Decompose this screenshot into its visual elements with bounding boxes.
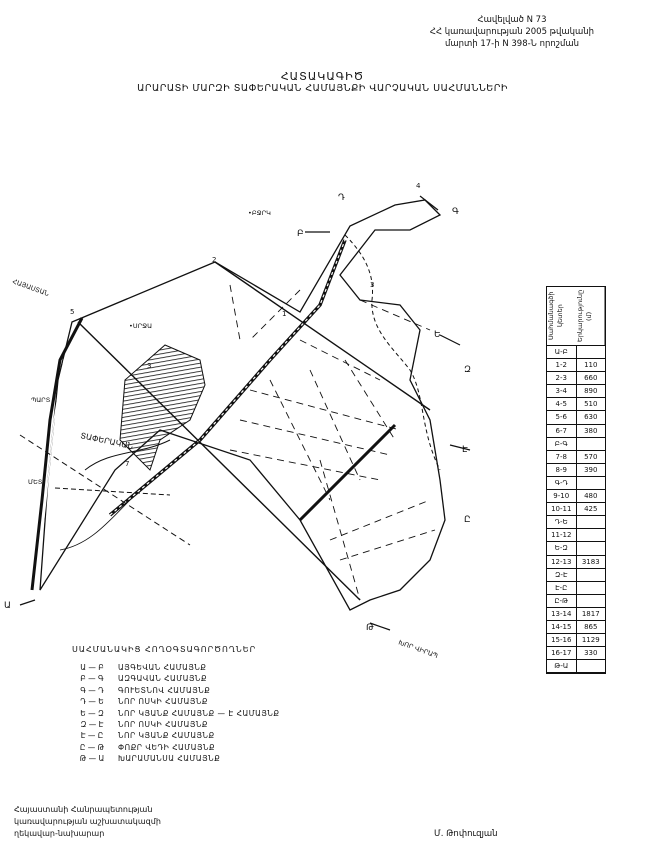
table-header [547, 287, 605, 346]
table-row [547, 464, 605, 477]
compass-ch: Է [462, 445, 468, 455]
table-cell-segment: 6-7 [555, 426, 567, 435]
footer-line3: ղեկավար-նախարար [14, 829, 105, 838]
point-4: 4 [416, 182, 421, 190]
table-cell-segment: 7-8 [555, 452, 567, 461]
compass-b: Բ [297, 229, 304, 239]
table-cell-segment: Ա-Բ [554, 348, 568, 356]
compass-g: Գ [452, 207, 459, 217]
community-boundary [40, 200, 445, 610]
table-cell-length: 660 [576, 372, 606, 384]
neighbor-label-2: ՀԱՅԱՍՏԱՆ [11, 277, 51, 299]
neighbor-label-1: •ԲՋՐԿ [248, 209, 271, 217]
legend-item [66, 742, 366, 753]
table-cell-segment: Ը-Թ [554, 596, 569, 605]
table-cell-length [576, 569, 606, 581]
legend-desc: ՆՈՐ ԿՅԱՆՔ ՀԱՄԱՅՆՔ — Է ՀԱՄԱՅՆՔ [118, 708, 280, 718]
field-subdivisions [230, 285, 435, 600]
table-cell-segment: 8-9 [555, 465, 567, 474]
neighbor-label-4: ՊԱՐՏ [31, 396, 51, 404]
legend-item [66, 719, 366, 730]
table-row [547, 346, 605, 359]
legend-item [66, 730, 366, 741]
canal [300, 425, 395, 520]
legend-desc: ԱԶԳԱՎԱՆ ՀԱՄԱՅՆՔ [118, 674, 208, 684]
legend-code: Գ — Դ [80, 685, 104, 695]
table-cell-length: 1129 [576, 634, 606, 646]
legend-code: Բ — Գ [80, 674, 104, 684]
table-cell-segment: Է-Ը [555, 583, 568, 592]
table-row [547, 451, 605, 464]
table-cell-length [576, 477, 606, 489]
settlement-area [120, 345, 205, 470]
table-cell-segment: Զ-Է [555, 570, 568, 579]
table-cell-segment: 9-10 [553, 492, 570, 501]
river [345, 235, 440, 470]
table-cell-length: 865 [576, 621, 606, 633]
table-row [547, 411, 605, 424]
table-header-length: Երկարությունը (մ) [576, 287, 606, 345]
signature: Մ. Թոփուզյան [434, 829, 498, 839]
footer [14, 804, 161, 840]
table-row [547, 372, 605, 385]
legend-desc: ՆՈՐ ՈՍԿԻ ՀԱՄԱՅՆՔ [118, 719, 208, 729]
table-cell-length: 1817 [576, 608, 606, 620]
table-row [547, 503, 605, 516]
table-header-points: Սահմանագծի կետեր [547, 291, 564, 341]
neighbor-label-5: ՄԵՏ [28, 478, 43, 486]
table-cell-segment: 16-17 [551, 649, 572, 658]
table-cell-segment: Գ-Դ [554, 478, 568, 487]
table-cell-length: 890 [576, 385, 606, 397]
compass-a: Ա [4, 601, 11, 611]
table-row [547, 438, 605, 451]
table-cell-length [576, 346, 606, 358]
table-cell-segment: 14-15 [551, 622, 572, 631]
table-cell-length: 570 [576, 451, 606, 463]
footer-line2: կառավարության աշխատակազմի [14, 817, 161, 826]
compass-ee: Ը [464, 515, 471, 525]
legend-code: Թ — Ա [79, 754, 105, 764]
legend-desc: ՓՈՔՐ ՎԵԴԻ ՀԱՄԱՅՆՔ [118, 742, 216, 752]
settlement-label: ՏԱՓԵՐԱԿԱՆ [79, 431, 134, 452]
legend-desc: ԳՈՒԵՏՆՈՎ ՀԱՄԱՅՆՔ [118, 685, 211, 695]
table-row [547, 595, 605, 608]
legend-desc: ԽԱՐԱՄԱՆՍԱ ՀԱՄԱՅՆՔ [118, 754, 221, 764]
table-cell-segment: 15-16 [551, 636, 572, 645]
point-5: 5 [70, 308, 75, 316]
table-row [547, 516, 605, 529]
neighbor-arrows [20, 196, 470, 630]
table-cell-segment: 10-11 [551, 505, 572, 514]
table-cell-segment: 13-14 [551, 609, 572, 618]
table-row [547, 385, 605, 398]
table-cell-length [576, 582, 606, 594]
table-row [547, 477, 605, 490]
compass-d: Դ [338, 193, 345, 203]
table-cell-length [576, 542, 606, 554]
point-7: 7 [125, 460, 130, 468]
annex-number: Հավելված N 73 [477, 15, 547, 25]
table-cell-length: 390 [576, 464, 606, 476]
legend-item [66, 696, 366, 707]
legend [66, 645, 366, 765]
table-cell-segment: Թ-Ա [554, 662, 569, 671]
footer-line1: Հայաստանի Հանրապետության [14, 805, 153, 814]
distances-table [546, 286, 606, 674]
table-cell-length: 510 [576, 398, 606, 410]
legend-rows [66, 662, 366, 765]
annex-decree: ՀՀ կառավարության 2005 թվականի [429, 27, 595, 37]
point-6: 3 [147, 362, 152, 370]
title-main: ՀԱՏԱԿԱԳԻԾ [280, 70, 365, 83]
table-cell-length: 330 [576, 647, 606, 659]
table-row [547, 569, 605, 582]
table-row [547, 582, 605, 595]
table-row [547, 542, 605, 555]
table-cell-length: 3183 [576, 556, 606, 568]
neighbor-label-6: ԽՈՐ ՎԻՐԱՊ [397, 638, 439, 661]
table-cell-segment: 12-13 [551, 557, 572, 566]
table-cell-length [576, 438, 606, 450]
table-cell-segment: 1-2 [555, 361, 567, 370]
table-row [547, 608, 605, 621]
legend-item [66, 673, 366, 684]
legend-code: Զ — Է [80, 719, 104, 729]
legend-item [66, 708, 366, 719]
table-cell-length: 425 [576, 503, 606, 515]
legend-code: Ե — Զ [80, 708, 104, 718]
compass-y: Թ [366, 623, 374, 633]
table-row [547, 359, 605, 372]
legend-code: Դ — Ե [80, 697, 104, 707]
table-cell-segment: 4-5 [555, 400, 567, 409]
table-row [547, 634, 605, 647]
table-cell-length [576, 516, 606, 528]
table-row [547, 660, 605, 673]
compass-z: Զ [464, 365, 471, 375]
table-cell-length [576, 595, 606, 607]
table-cell-segment: 11-12 [551, 531, 572, 540]
table-row [547, 398, 605, 411]
neighbor-label-3: •ՍՐՋԱ [129, 322, 153, 330]
legend-code: Ը — Թ [79, 742, 105, 752]
compass-e: Ե [434, 330, 441, 340]
table-cell-segment: Բ-Գ [554, 439, 568, 448]
legend-code: Է — Ը [80, 731, 104, 741]
annex-date: մարտի 17-ի N 398-Ն որոշման [444, 39, 580, 49]
legend-desc: ՆՈՐ ՈՍԿԻ ՀԱՄԱՅՆՔ [118, 697, 208, 707]
table-cell-segment: Ե-Զ [554, 544, 568, 553]
table-row [547, 490, 605, 503]
table-row [547, 529, 605, 542]
table-row [547, 556, 605, 569]
legend-code: Ա — Բ [80, 663, 104, 672]
table-cell-segment: Դ-Ե [554, 518, 568, 527]
table-row [547, 621, 605, 634]
point-1: 1 [282, 310, 287, 318]
table-cell-length: 380 [576, 425, 606, 437]
legend-desc: ԱՅԳԵՎԱՆ ՀԱՄԱՅՆՔ [118, 663, 207, 672]
legend-desc: ՆՈՐ ԿՅԱՆՔ ՀԱՄԱՅՆՔ [118, 731, 215, 741]
table-cell-length [576, 660, 606, 672]
table-cell-length [576, 529, 606, 541]
table-cell-length: 480 [576, 490, 606, 502]
legend-item [66, 753, 366, 764]
table-cell-length: 630 [576, 411, 606, 423]
point-2: 2 [212, 256, 217, 264]
point-3: 3 [370, 281, 375, 289]
table-row [547, 425, 605, 438]
table-cell-segment: 2-3 [555, 374, 567, 383]
table-cell-segment: 3-4 [555, 387, 567, 396]
title-sub: ԱՐԱՐԱՏԻ ՄԱՐԶԻ ՏԱՓԵՐԱԿԱՆ ՀԱՄԱՅՆՔԻ ՎԱՐՉԱԿԱՆ ՍԱՀՄԱՆՆԵՐԻ [137, 83, 508, 94]
table-cell-segment: 5-6 [555, 413, 567, 422]
legend-item [66, 662, 366, 673]
table-row [547, 647, 605, 660]
legend-title: ՍԱՀՄԱՆԱԿԻՑ ՀՈՂՕԳՏԱԳՈՐԾՈՂՆԵՐ [72, 645, 257, 654]
table-body [547, 346, 605, 673]
road-main [32, 318, 82, 590]
legend-item [66, 685, 366, 696]
table-cell-length: 110 [576, 359, 606, 371]
